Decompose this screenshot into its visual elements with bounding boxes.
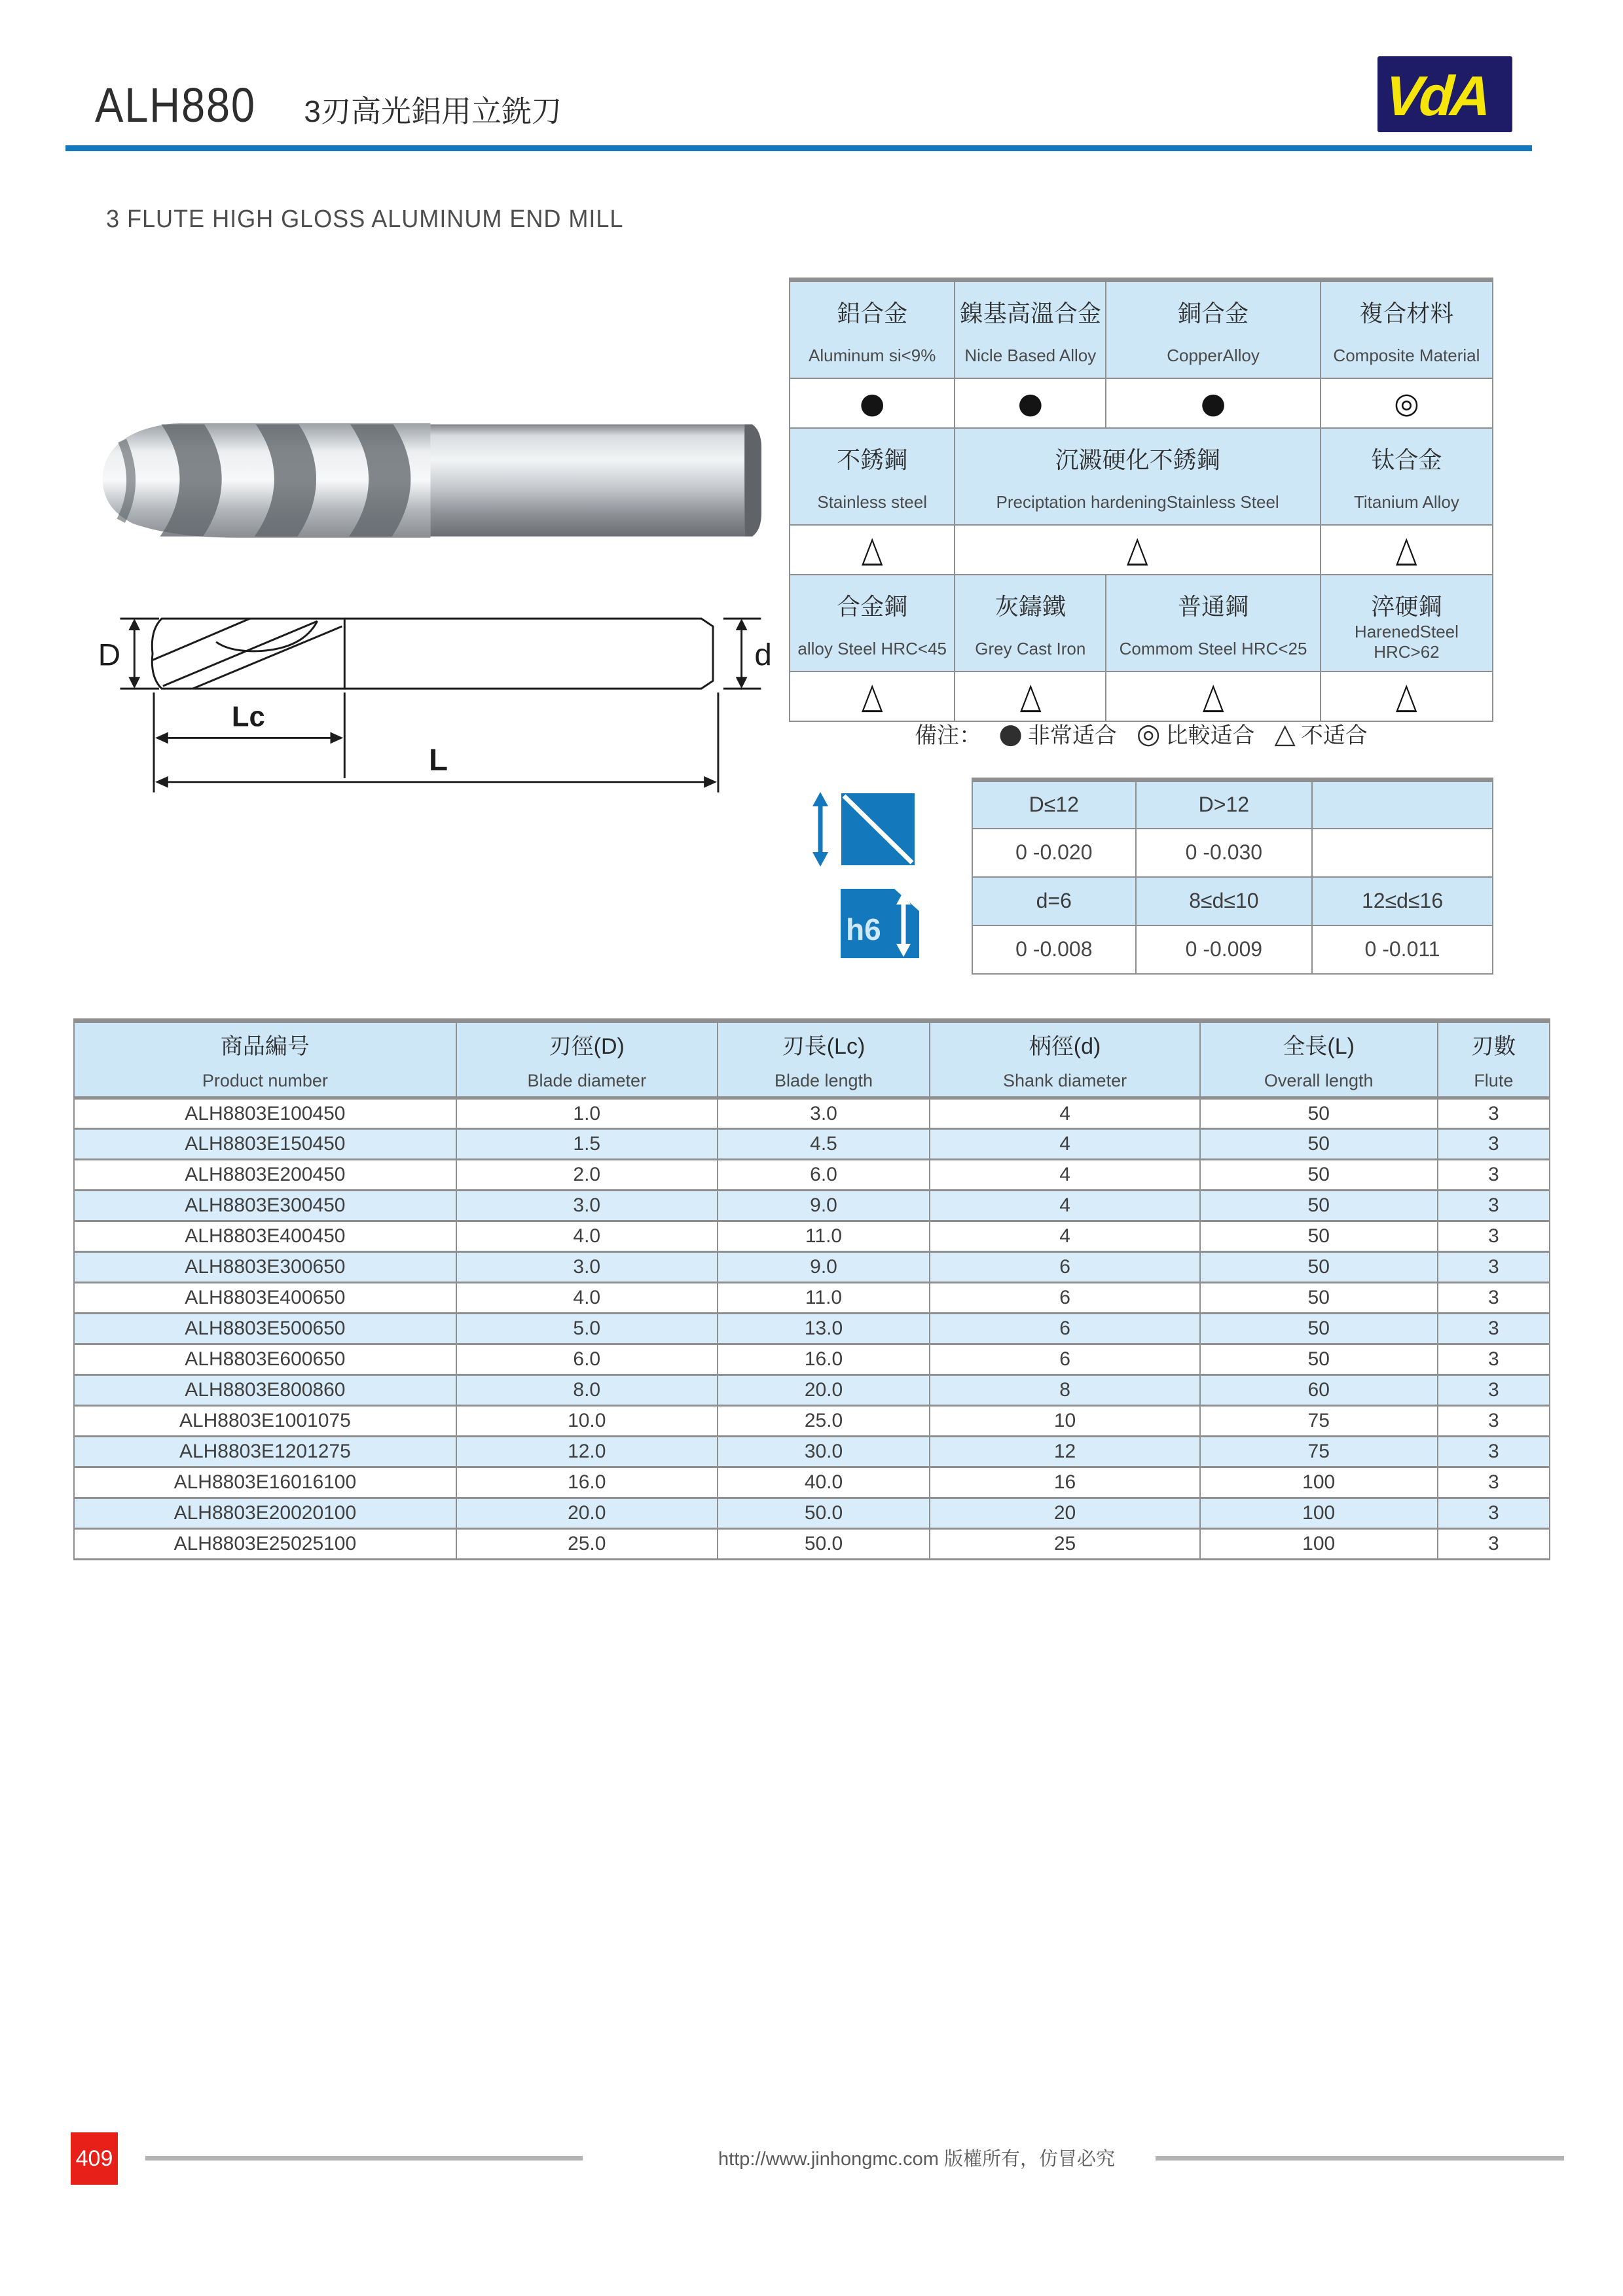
product-spec-cell: 8.0 — [456, 1375, 718, 1406]
overall-length-label: L — [429, 742, 448, 778]
header-rule — [65, 145, 1532, 151]
tolerance-value-cell: 0 -0.009 — [1136, 925, 1313, 974]
product-spec-cell: 25 — [930, 1529, 1199, 1560]
product-spec-cell: 100 — [1200, 1529, 1438, 1560]
product-spec-cell: 16.0 — [456, 1467, 718, 1498]
column-header-en: Blade diameter — [527, 1071, 647, 1090]
product-spec-cell: 3 — [1438, 1160, 1550, 1191]
material-name-en: Titanium Alloy — [1353, 492, 1459, 512]
product-number-cell: ALH8803E400650 — [74, 1283, 456, 1314]
legend-item — [1275, 717, 1368, 749]
material-symbol-row — [790, 378, 1493, 428]
column-header-en: Shank diameter — [1002, 1071, 1127, 1090]
product-number-cell: ALH8803E400450 — [74, 1221, 456, 1252]
material-name-cn: 複合材料 — [1359, 300, 1454, 327]
product-number-cell: ALH8803E16016100 — [74, 1467, 456, 1498]
column-header-cn: 全長(L) — [1283, 1034, 1355, 1059]
product-spec-cell: 3 — [1438, 1344, 1550, 1375]
product-spec-cell: 4.0 — [456, 1221, 718, 1252]
product-row — [74, 1498, 1550, 1529]
product-spec-cell: 3 — [1438, 1252, 1550, 1283]
unsuitable-symbol: △ — [861, 674, 883, 717]
material-name-en: alloy Steel HRC<45 — [797, 639, 947, 658]
product-spec-cell: 6 — [930, 1344, 1199, 1375]
product-number-cell: ALH8803E300450 — [74, 1191, 456, 1221]
material-header-cell — [790, 428, 955, 525]
blade-length-label: Lc — [231, 701, 265, 733]
product-row — [74, 1129, 1550, 1160]
legend-item-label: 比較适合 — [1165, 723, 1255, 748]
product-spec-cell: 3.0 — [456, 1191, 718, 1221]
tolerance-value-cell: 0 -0.030 — [1136, 829, 1313, 877]
product-spec-cell: 6.0 — [718, 1160, 930, 1191]
shank-tolerance-icon-graphic — [838, 884, 922, 961]
shank-tolerance-icon — [838, 884, 922, 961]
suitability-cell — [1321, 378, 1493, 428]
product-spec-cell: 50 — [1200, 1252, 1438, 1283]
footer-line-left — [145, 2156, 583, 2161]
product-spec-cell: 16.0 — [718, 1344, 930, 1375]
product-spec-cell: 16 — [930, 1467, 1199, 1498]
product-spec-cell: 9.0 — [718, 1252, 930, 1283]
suitability-cell — [790, 378, 955, 428]
material-name-cn: 灰鑄鐵 — [994, 593, 1066, 620]
material-header-cell — [955, 575, 1106, 672]
product-spec-cell: 13.0 — [718, 1314, 930, 1344]
product-spec-cell: 60 — [1200, 1375, 1438, 1406]
excellent-symbol: ● — [859, 386, 885, 420]
product-spec-cell: 3 — [1438, 1529, 1550, 1560]
material-symbol-row — [790, 672, 1493, 721]
product-spec-cell: 3 — [1438, 1191, 1550, 1221]
product-spec-cell: 100 — [1200, 1498, 1438, 1529]
product-spec-cell: 2.0 — [456, 1160, 718, 1191]
unsuitable-symbol: △ — [1396, 674, 1417, 717]
material-name-en: Stainless steel — [817, 492, 928, 512]
footer-copyright: http://www.jinhongmc.com 版權所有，仿冒必究 — [718, 2149, 1115, 2170]
suitability-cell — [955, 525, 1320, 575]
tolerance-header-row — [972, 780, 1493, 829]
product-spec-cell: 75 — [1200, 1437, 1438, 1467]
product-spec-cell: 20.0 — [456, 1498, 718, 1529]
brand-logo-graphic — [1377, 56, 1512, 132]
material-header-cell — [1106, 575, 1321, 672]
product-column-header — [1200, 1021, 1438, 1098]
product-spec-cell: 10.0 — [456, 1406, 718, 1437]
material-header-cell — [790, 280, 955, 379]
tolerance-value-cell: 0 -0.011 — [1312, 925, 1493, 974]
product-spec-cell: 4 — [930, 1129, 1199, 1160]
material-name-cn: 銅合金 — [1178, 300, 1249, 327]
product-column-header — [718, 1021, 930, 1098]
material-header-cell — [1106, 280, 1321, 379]
material-header-row — [790, 575, 1493, 672]
blade-diameter-label: D — [98, 637, 121, 673]
product-spec-cell: 100 — [1200, 1467, 1438, 1498]
product-row — [74, 1160, 1550, 1191]
product-column-header — [74, 1021, 456, 1098]
tolerance-range-cell: d=6 — [972, 877, 1136, 925]
product-spec-cell: 3 — [1438, 1221, 1550, 1252]
material-header-row — [790, 428, 1493, 525]
suitability-cell — [955, 378, 1106, 428]
product-spec-cell: 1.0 — [456, 1098, 718, 1129]
unsuitable-symbol: △ — [861, 528, 883, 570]
tolerance-range-cell — [1312, 780, 1493, 829]
product-number-cell: ALH8803E1201275 — [74, 1437, 456, 1467]
product-spec-cell: 10 — [930, 1406, 1199, 1437]
product-spec-cell: 3 — [1438, 1467, 1550, 1498]
product-row — [74, 1252, 1550, 1283]
product-number-cell: ALH8803E25025100 — [74, 1529, 456, 1560]
product-spec-cell: 50 — [1200, 1129, 1438, 1160]
product-row — [74, 1283, 1550, 1314]
product-row — [74, 1406, 1550, 1437]
suitable-symbol: ◎ — [1394, 386, 1419, 420]
legend-item-label: 不适合 — [1300, 723, 1368, 748]
column-header-cn: 刃長(Lc) — [782, 1034, 866, 1059]
page-subtitle: 3 FLUTE HIGH GLOSS ALUMINUM END MILL — [106, 206, 624, 233]
column-header-cn: 商品編号 — [220, 1034, 310, 1059]
product-column-header — [456, 1021, 718, 1098]
h6-tolerance-label: h6 — [846, 912, 881, 946]
product-spec-cell: 4 — [930, 1160, 1199, 1191]
product-number-cell: ALH8803E500650 — [74, 1314, 456, 1344]
product-number-cell: ALH8803E200450 — [74, 1160, 456, 1191]
product-number-cell: ALH8803E100450 — [74, 1098, 456, 1129]
legend-note-label: 備注： — [915, 723, 982, 748]
product-row — [74, 1191, 1550, 1221]
material-header-cell — [1321, 428, 1493, 525]
material-header-cell — [955, 280, 1106, 379]
product-spec-cell: 4 — [930, 1221, 1199, 1252]
suitability-cell — [790, 672, 955, 721]
tolerance-range-cell: D≤12 — [972, 780, 1136, 829]
product-number-cell: ALH8803E800860 — [74, 1375, 456, 1406]
product-row — [74, 1344, 1550, 1375]
excellent-symbol: ● — [1017, 386, 1044, 420]
tolerance-range-cell: 8≤d≤10 — [1136, 877, 1313, 925]
product-spec-cell: 11.0 — [718, 1221, 930, 1252]
tolerance-value-row — [972, 829, 1493, 877]
product-spec-cell: 20 — [930, 1498, 1199, 1529]
material-name-en: Aluminum si<9% — [809, 346, 936, 365]
product-spec-cell: 4 — [930, 1098, 1199, 1129]
tolerance-table — [972, 778, 1493, 975]
product-column-header — [930, 1021, 1199, 1098]
product-row — [74, 1314, 1550, 1344]
product-spec-cell: 50 — [1200, 1191, 1438, 1221]
page-title — [95, 77, 562, 133]
product-table-header — [74, 1021, 1550, 1098]
brand-logo-text: VdA — [1383, 65, 1491, 128]
product-spec-cell: 3.0 — [456, 1252, 718, 1283]
material-name-en: Composite Material — [1333, 346, 1480, 365]
product-row — [74, 1437, 1550, 1467]
material-header-cell — [1321, 575, 1493, 672]
material-name-cn: 鎳基高溫合金 — [959, 300, 1101, 327]
column-header-cn: 刃數 — [1471, 1034, 1516, 1059]
product-spec-cell: 6 — [930, 1283, 1199, 1314]
product-spec-cell: 11.0 — [718, 1283, 930, 1314]
page-number-badge: 409 — [71, 2132, 118, 2185]
unsuitable-symbol: △ — [1127, 528, 1148, 570]
product-spec-cell: 25.0 — [718, 1406, 930, 1437]
material-name-en: Preciptation hardeningStainless Steel — [996, 492, 1279, 512]
product-spec-cell: 3 — [1438, 1406, 1550, 1437]
product-spec-cell: 25.0 — [456, 1529, 718, 1560]
material-name-cn: 鋁合金 — [837, 300, 908, 327]
material-header-cell — [955, 428, 1320, 525]
product-row — [74, 1467, 1550, 1498]
product-row — [74, 1529, 1550, 1560]
model-number: ALH880 — [95, 78, 256, 132]
material-name-cn: 普通鋼 — [1178, 593, 1249, 620]
product-row — [74, 1098, 1550, 1129]
suitability-cell — [955, 672, 1106, 721]
material-name-en: Nicle Based Alloy — [964, 346, 1097, 365]
column-header-en: Overall length — [1264, 1071, 1374, 1090]
product-row — [74, 1221, 1550, 1252]
product-spec-cell: 4.5 — [718, 1129, 930, 1160]
legend-item — [1137, 717, 1255, 749]
suitability-cell — [1106, 378, 1321, 428]
material-name-cn: 不銹鋼 — [837, 446, 908, 473]
product-spec-cell: 30.0 — [718, 1437, 930, 1467]
legend-item-label: 非常适合 — [1027, 723, 1117, 748]
product-spec-cell: 5.0 — [456, 1314, 718, 1344]
product-spec-cell: 1.5 — [456, 1129, 718, 1160]
product-spec-cell: 4.0 — [456, 1283, 718, 1314]
material-name-cn: 沉澱硬化不銹鋼 — [1055, 446, 1220, 473]
tolerance-range-cell: D>12 — [1136, 780, 1313, 829]
product-spec-cell: 3.0 — [718, 1098, 930, 1129]
product-spec-cell: 9.0 — [718, 1191, 930, 1221]
tolerance-value-cell: 0 -0.020 — [972, 829, 1136, 877]
product-spec-cell: 50.0 — [718, 1529, 930, 1560]
blade-tolerance-icon — [807, 789, 920, 869]
suitability-cell — [790, 525, 955, 575]
tolerance-value-cell: 0 -0.008 — [972, 925, 1136, 974]
material-header-cell — [790, 575, 955, 672]
product-number-cell: ALH8803E600650 — [74, 1344, 456, 1375]
unsuitable-symbol: △ — [1202, 674, 1224, 717]
product-spec-cell: 50 — [1200, 1098, 1438, 1129]
unsuitable-symbol: △ — [1396, 528, 1417, 570]
material-name-en: Grey Cast Iron — [975, 639, 1086, 658]
column-header-cn: 刃徑(D) — [549, 1034, 625, 1059]
product-spec-cell: 50 — [1200, 1221, 1438, 1252]
suitability-cell — [1321, 672, 1493, 721]
product-spec-cell: 50 — [1200, 1160, 1438, 1191]
endmill-photo — [75, 404, 766, 556]
product-spec-cell: 6.0 — [456, 1344, 718, 1375]
footer-line-right — [1156, 2156, 1564, 2161]
suitability-legend — [789, 717, 1493, 749]
legend-item — [998, 717, 1117, 749]
product-spec-cell: 3 — [1438, 1498, 1550, 1529]
endmill-photo-graphic — [75, 404, 766, 556]
unsuitable-symbol: △ — [1019, 674, 1042, 717]
product-spec-cell: 40.0 — [718, 1467, 930, 1498]
material-name-cn: 淬硬鋼 — [1371, 593, 1442, 620]
unsuitable-symbol: △ — [1274, 717, 1296, 749]
product-table — [73, 1018, 1550, 1560]
product-spec-cell: 50 — [1200, 1314, 1438, 1344]
product-spec-cell: 12 — [930, 1437, 1199, 1467]
material-suitability-table — [789, 278, 1493, 722]
page-title-chinese: 3刃高光鋁用立銑刀 — [304, 94, 562, 128]
product-spec-cell: 6 — [930, 1314, 1199, 1344]
tolerance-range-cell: 12≤d≤16 — [1312, 877, 1493, 925]
product-spec-cell: 3 — [1438, 1314, 1550, 1344]
product-spec-cell: 75 — [1200, 1406, 1438, 1437]
product-column-header — [1438, 1021, 1550, 1098]
product-spec-cell: 50 — [1200, 1283, 1438, 1314]
product-number-cell: ALH8803E300650 — [74, 1252, 456, 1283]
column-header-en: Blade length — [774, 1071, 873, 1090]
dimension-diagram-graphic — [84, 584, 784, 813]
material-header-cell — [1321, 280, 1493, 379]
dimension-diagram — [84, 584, 784, 813]
product-spec-cell: 20.0 — [718, 1375, 930, 1406]
material-header-row — [790, 280, 1493, 379]
product-spec-cell: 4 — [930, 1191, 1199, 1221]
product-number-cell: ALH8803E20020100 — [74, 1498, 456, 1529]
product-spec-cell: 3 — [1438, 1129, 1550, 1160]
product-spec-cell: 50.0 — [718, 1498, 930, 1529]
suitability-cell — [1106, 672, 1321, 721]
shank-diameter-label: d — [754, 637, 772, 673]
column-header-en: Flute — [1474, 1071, 1514, 1090]
excellent-symbol: ● — [1200, 386, 1226, 420]
column-header-en: Product number — [202, 1071, 328, 1090]
blade-tolerance-icon-graphic — [807, 789, 920, 869]
material-symbol-row — [790, 525, 1493, 575]
tolerance-value-row — [972, 925, 1493, 974]
product-spec-cell: 3 — [1438, 1375, 1550, 1406]
suitable-symbol: ◎ — [1136, 717, 1161, 749]
suitability-cell — [1321, 525, 1493, 575]
material-name-cn: 合金鋼 — [837, 593, 908, 620]
product-spec-cell: 12.0 — [456, 1437, 718, 1467]
product-spec-cell: 8 — [930, 1375, 1199, 1406]
product-number-cell: ALH8803E150450 — [74, 1129, 456, 1160]
product-spec-cell: 3 — [1438, 1437, 1550, 1467]
product-number-cell: ALH8803E1001075 — [74, 1406, 456, 1437]
material-name-en: Commom Steel HRC<25 — [1119, 639, 1307, 658]
excellent-symbol: ● — [998, 717, 1023, 749]
product-spec-cell: 50 — [1200, 1344, 1438, 1375]
product-spec-cell: 6 — [930, 1252, 1199, 1283]
material-name-en: HarenedSteel HRC>62 — [1354, 622, 1459, 662]
column-header-cn: 柄徑(d) — [1029, 1034, 1101, 1059]
product-spec-cell: 3 — [1438, 1283, 1550, 1314]
product-row — [74, 1375, 1550, 1406]
tolerance-header-row — [972, 877, 1493, 925]
material-name-cn: 钛合金 — [1371, 446, 1442, 473]
product-spec-cell: 3 — [1438, 1098, 1550, 1129]
brand-logo — [1377, 56, 1512, 132]
tolerance-value-cell — [1312, 829, 1493, 877]
material-name-en: CopperAlloy — [1167, 346, 1260, 365]
